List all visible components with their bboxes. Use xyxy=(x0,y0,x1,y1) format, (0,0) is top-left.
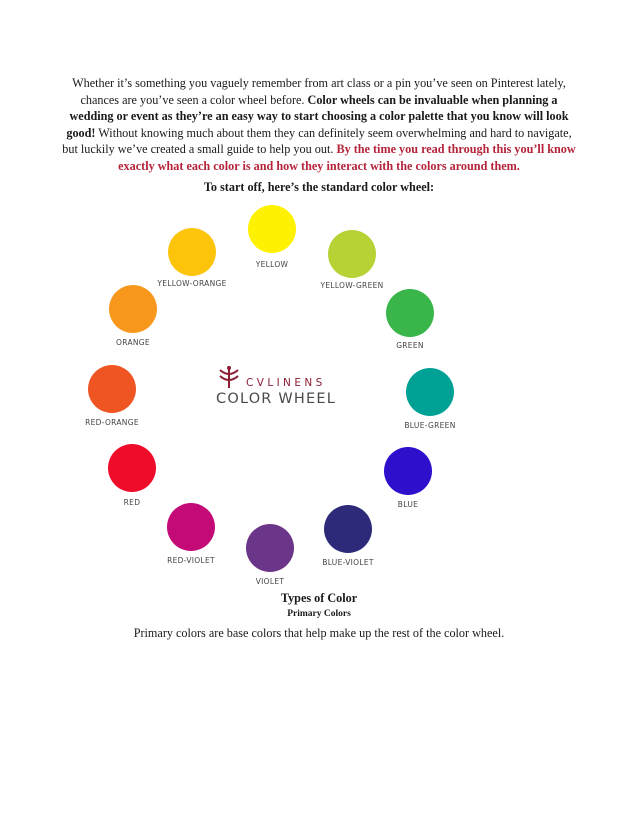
color-dot-yellow xyxy=(248,205,296,253)
intro-sentence-3: Without knowing much about them they can definitely seem overwhelming and hard to navigate, but luckily we’ve created a small guide to help you out. xyxy=(62,125,572,157)
color-dot-red-orange xyxy=(88,365,136,413)
color-dot-blue-green xyxy=(406,368,454,416)
types-of-color-heading: Types of Color xyxy=(280,591,358,605)
primary-colors-text: Primary colors are base colors that help make up the rest of the color wheel. xyxy=(133,626,505,640)
color-label-yellow: YELLOW xyxy=(255,260,289,269)
color-label-orange: ORANGE xyxy=(116,338,150,347)
color-label-yellow-orange: YELLOW-ORANGE xyxy=(157,279,227,288)
color-dot-blue-violet xyxy=(324,505,372,553)
color-label-green: GREEN xyxy=(396,341,424,350)
intro-sentence-1: Whether it’s something you vaguely remember from art class or a pin you’ve seen on Pinterest lately, chances are you’ve seen a color wheel before. xyxy=(72,76,566,107)
intro-paragraph xyxy=(62,75,576,175)
primary-colors-heading: Primary Colors xyxy=(287,609,351,619)
color-dot-red-violet xyxy=(167,503,215,551)
logo-brand-text: CVLINENS xyxy=(246,377,326,389)
color-label-blue-violet: BLUE-VIOLET xyxy=(322,558,374,567)
color-label-red-orange: RED-ORANGE xyxy=(85,418,139,427)
color-label-red: RED xyxy=(123,498,141,507)
color-dot-yellow-green xyxy=(328,230,376,278)
color-wheel-intro-line: To start off, here’s the standard color wheel: xyxy=(203,180,435,194)
color-dot-orange xyxy=(109,285,157,333)
color-label-yellow-green: YELLOW-GREEN xyxy=(320,281,384,290)
intro-sentence-2: Color wheels can be invaluable when planning a wedding or event as they’re an easy way to start choosing a color palette that you know will look good! xyxy=(66,92,569,140)
intro-sentence-4: By the time you read through this you’ll know exactly what each color is and how they interact with the colors around them. xyxy=(118,142,576,173)
color-dot-yellow-orange xyxy=(168,228,216,276)
color-dot-red xyxy=(108,444,156,492)
color-label-blue-green: BLUE-GREEN xyxy=(404,421,456,430)
color-dot-violet xyxy=(246,524,294,572)
logo-title-text: COLOR WHEEL xyxy=(216,391,337,407)
color-dot-blue xyxy=(384,447,432,495)
color-label-red-violet: RED-VIOLET xyxy=(167,556,215,565)
color-label-blue: BLUE xyxy=(397,500,419,509)
color-label-violet: VIOLET xyxy=(255,577,285,586)
color-dot-green xyxy=(386,289,434,337)
cvlinens-logo-icon xyxy=(216,364,242,390)
